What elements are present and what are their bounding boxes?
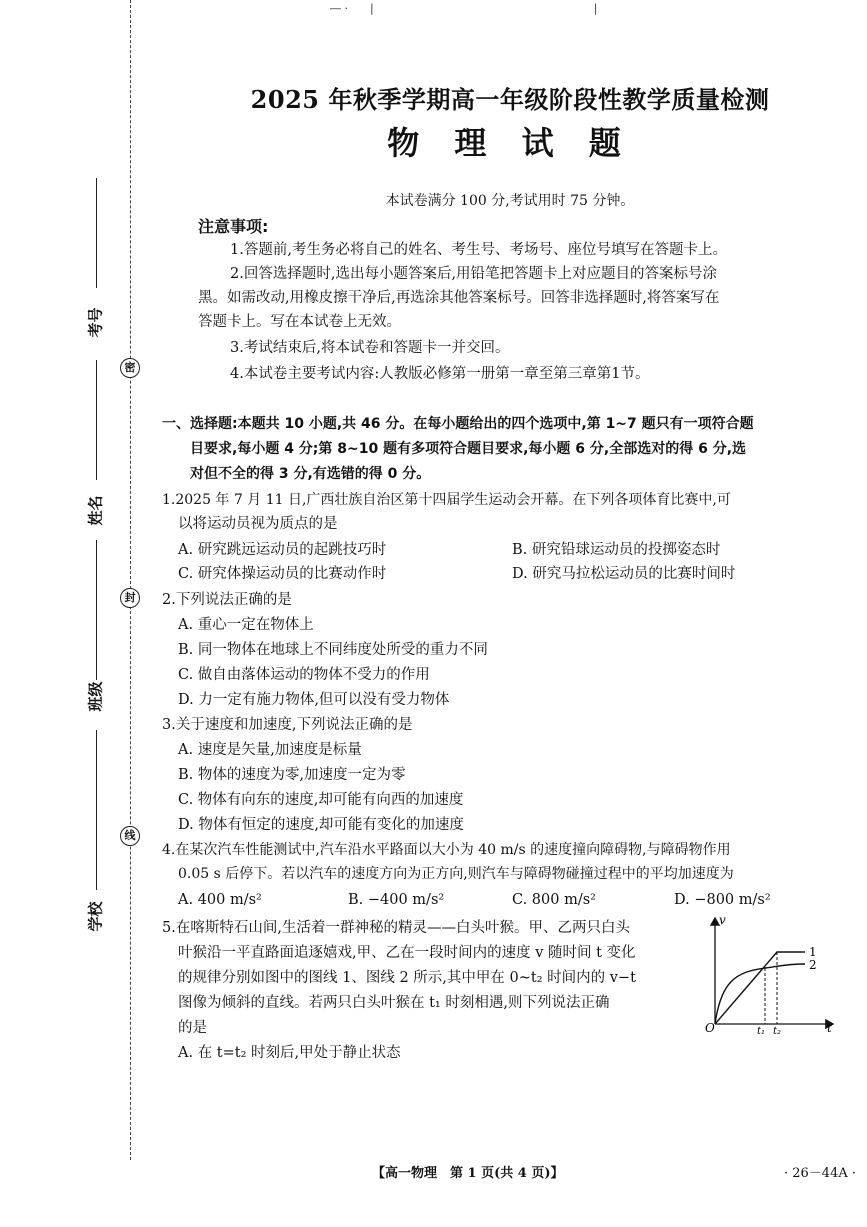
option-1a: A. 研究跳远运动员的起跳技巧时 bbox=[178, 542, 387, 558]
option-1b: B. 研究铅球运动员的投掷姿态时 bbox=[512, 542, 721, 558]
kaohao-label: 考号 bbox=[86, 307, 105, 338]
option-4b: B. −400 m/s² bbox=[348, 892, 445, 908]
option-4d: D. −800 m/s² bbox=[674, 892, 771, 908]
axis-t-label: t bbox=[827, 1021, 832, 1034]
section1-line3: 对但不全的得 3 分,有选错的得 0 分。 bbox=[190, 466, 431, 482]
option-4c: C. 800 m/s² bbox=[512, 892, 596, 908]
seal-feng: 封 bbox=[120, 588, 140, 608]
kaohao-rule bbox=[96, 178, 97, 288]
question-3-stem: 3.关于速度和加速度,下列说法正确的是 bbox=[162, 717, 413, 733]
option-2b: B. 同一物体在地球上不同纬度处所受的重力不同 bbox=[178, 642, 488, 658]
option-1c: C. 研究体操运动员的比赛动作时 bbox=[178, 566, 387, 582]
option-3b: B. 物体的速度为零,加速度一定为零 bbox=[178, 767, 406, 783]
option-3c: C. 物体有向东的速度,却可能有向西的加速度 bbox=[178, 792, 464, 808]
subject-title: 物 理 试 题 bbox=[387, 124, 633, 162]
xingming-rule bbox=[96, 360, 97, 480]
xuexiao-label: 学校 bbox=[86, 901, 105, 932]
option-4a: A. 400 m/s² bbox=[178, 892, 262, 908]
question-2-stem: 2.下列说法正确的是 bbox=[162, 592, 292, 608]
banji-label: 班级 bbox=[86, 681, 105, 712]
question-4-stem: 4.在某次汽车性能测试中,汽车沿水平路面以大小为 40 m/s 的速度撞向障碍物,与障碍物作用 bbox=[162, 842, 731, 858]
option-5a: A. 在 t=t₂ 时刻后,甲处于静止状态 bbox=[178, 1045, 401, 1061]
exam-title: 2025 年秋季学期高一年级阶段性教学质量检测 bbox=[250, 85, 770, 114]
note-item: 2.回答选择题时,选出每小题答案后,用铅笔把答题卡上对应题目的答案标号涂 bbox=[230, 266, 718, 282]
section1-line1: 一、选择题:本题共 10 小题,共 46 分。在每小题给出的四个选项中,第 1~7 题只有一项符合题 bbox=[162, 416, 754, 432]
vt-graph bbox=[705, 912, 840, 1034]
section1-line2: 目要求,每小题 4 分;第 8~10 题有多项符合题目要求,每小题 6 分,全部选对的得 6 分,选 bbox=[190, 441, 747, 457]
note-item: 3.考试结束后,将本试卷和答题卡一并交回。 bbox=[230, 340, 510, 356]
option-2d: D. 力一定有施力物体,但可以没有受力物体 bbox=[178, 692, 450, 708]
t2-label: t₂ bbox=[773, 1026, 782, 1034]
question-1-stem: 1.2025 年 7 月 11 日,广西壮族自治区第十四届学生运动会开幕。在下列各项体育比赛中,可 bbox=[162, 492, 731, 508]
question-5-stem: 图像为倾斜的直线。若两只白头叶猴在 t₁ 时刻相遇,则下列说法正确 bbox=[178, 995, 610, 1011]
option-3a: A. 速度是矢量,加速度是标量 bbox=[178, 742, 362, 758]
page-code: · 26－44A · bbox=[784, 1166, 857, 1181]
top-crop-marks: ― · | | bbox=[330, 2, 598, 15]
option-2c: C. 做自由落体运动的物体不受力的作用 bbox=[178, 667, 430, 683]
xingming-label: 姓名 bbox=[86, 495, 105, 526]
xuexiao-rule bbox=[96, 730, 97, 890]
question-5-stem: 的是 bbox=[178, 1020, 207, 1036]
banji-rule bbox=[96, 540, 97, 680]
question-5-stem: 的规律分别如图中的图线 1、图线 2 所示,其中甲在 0~t₂ 时间内的 v−t bbox=[178, 970, 636, 986]
note-item: 1.答题前,考生务必将自己的姓名、考生号、考场号、座位号填写在答题卡上。 bbox=[230, 242, 727, 258]
note-item: 4.本试卷主要考试内容:人教版必修第一册第一章至第三章第1节。 bbox=[230, 366, 650, 382]
notes-title: 注意事项: bbox=[198, 217, 269, 236]
question-1-stem: 以将运动员视为质点的是 bbox=[178, 516, 338, 532]
note-item: 答题卡上。写在本试卷上无效。 bbox=[198, 314, 401, 330]
t1-label: t₁ bbox=[757, 1026, 766, 1034]
line-2-label: 2 bbox=[809, 958, 817, 972]
page-footer: 【高一物理 第 1 页(共 4 页)】 bbox=[372, 1166, 564, 1181]
exam-intro: 本试卷满分 100 分,考试用时 75 分钟。 bbox=[385, 193, 635, 209]
graph-line-2 bbox=[715, 964, 805, 1024]
seal-xian: 线 bbox=[120, 826, 140, 846]
binding-line bbox=[130, 0, 131, 1160]
question-4-stem: 0.05 s 后停下。若以汽车的速度方向为正方向,则汽车与障碍物碰撞过程中的平均加速度为 bbox=[178, 866, 734, 882]
line-1-label: 1 bbox=[809, 945, 817, 959]
option-3d: D. 物体有恒定的速度,却可能有变化的加速度 bbox=[178, 817, 464, 833]
question-5-stem: 叶猴沿一平直路面追逐嬉戏,甲、乙在一段时间内的速度 v 随时间 t 变化 bbox=[178, 945, 636, 961]
seal-mi: 密 bbox=[120, 358, 140, 378]
option-1d: D. 研究马拉松运动员的比赛时间时 bbox=[512, 566, 736, 582]
axis-v-label: v bbox=[719, 913, 726, 927]
option-2a: A. 重心一定在物体上 bbox=[178, 617, 314, 633]
origin-label: O bbox=[705, 1021, 715, 1034]
question-5-stem: 5.在喀斯特石山间,生活着一群神秘的精灵——白头叶猴。甲、乙两只白头 bbox=[162, 920, 630, 936]
note-item: 黑。如需改动,用橡皮擦干净后,再选涂其他答案标号。回答非选择题时,将答案写在 bbox=[198, 290, 720, 306]
graph-line-1 bbox=[715, 952, 805, 1024]
